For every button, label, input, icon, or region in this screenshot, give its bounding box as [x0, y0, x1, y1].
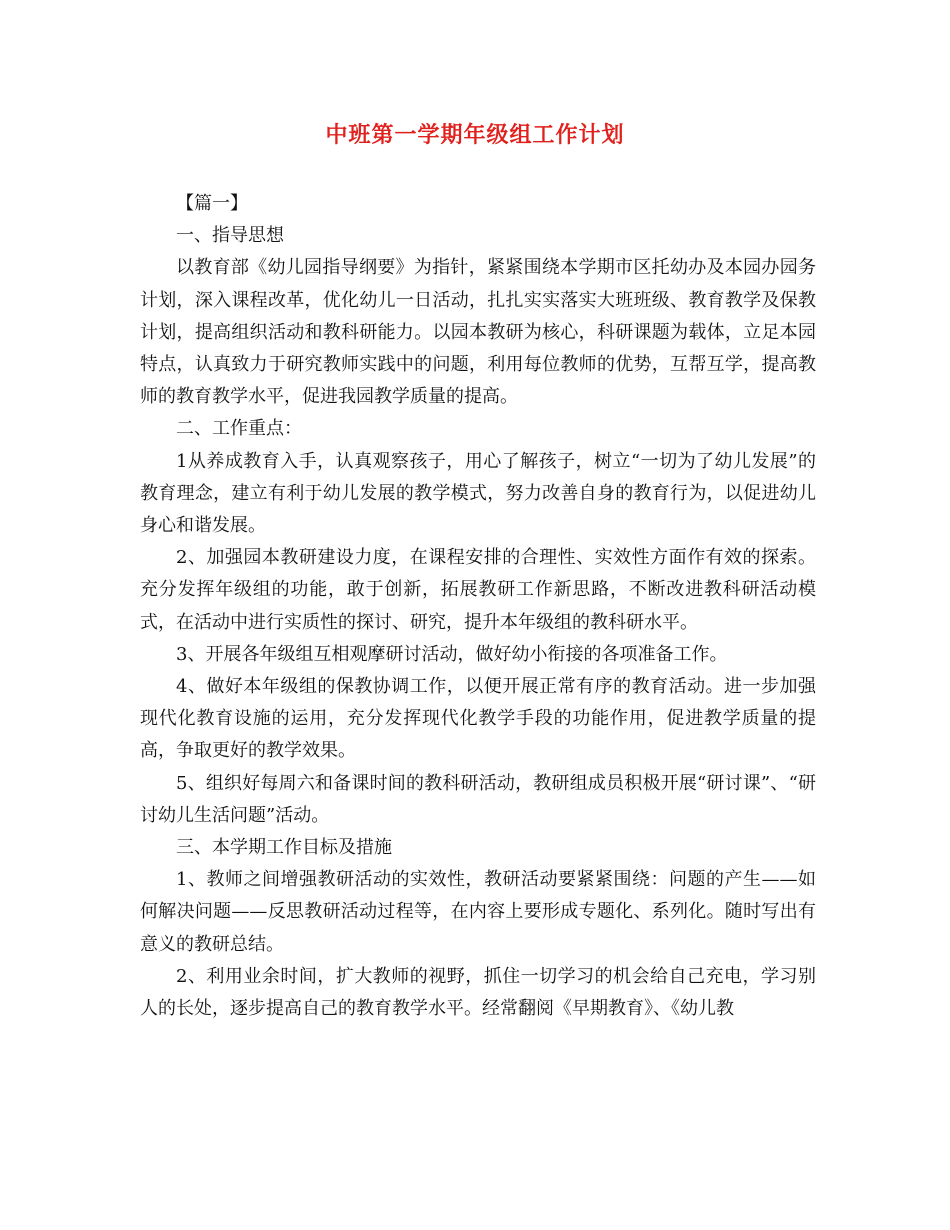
- section-tag: 【篇一】: [176, 193, 248, 214]
- document-title: 中班第一学期年级组工作计划: [325, 123, 625, 148]
- section-heading: 一、指导思想: [176, 225, 284, 247]
- paragraph: 3、开展各年级组互相观摩研讨活动，做好幼小衔接的各项准备工作。: [176, 643, 728, 665]
- section-heading: 三、本学期工作目标及措施: [176, 837, 392, 859]
- section-heading: 二、工作重点：: [176, 418, 302, 440]
- paragraph: 5、组织好每周六和备课时间的教科研活动，教研组成员积极开展“研讨课”、“研讨幼儿生活问题”活动。: [140, 772, 816, 826]
- paragraph: 4、做好本年级组的保教协调工作，以便开展正常有序的教育活动。进一步加强现代化教育设施的运用，充分发挥现代化教学手段的功能作用，促进教学质量的提高，争取更好的教学效果。: [140, 676, 816, 762]
- paragraph: 2、利用业余时间，扩大教师的视野，抓住一切学习的机会给自己充电，学习别人的长处，逐步提高自己的教育教学水平。经常翻阅《早期教育》、《幼儿教: [140, 965, 816, 1020]
- paragraph: 2、加强园本教研建设力度，在课程安排的合理性、实效性方面作有效的探索。充分发挥年级组的功能，敢于创新，拓展教研工作新思路，不断改进教科研活动模式，在活动中进行实质性的探讨、研究，提升本年级组的教科研水平。: [140, 547, 816, 633]
- paragraph: 1、教师之间增强教研活动的实效性，教研活动要紧紧围绕：问题的产生——如何解决问题——反思教研活动过程等，在内容上要形成专题化、系列化。随时写出有意义的教研总结。: [140, 869, 816, 955]
- paragraph: 以教育部《幼儿园指导纲要》为指针，紧紧围绕本学期市区托幼办及本园办园务计划，深入课程改革，优化幼儿一日活动，扎扎实实落实大班班级、教育教学及保教计划，提高组织活动和教科研能力。以园本教研为核心，科研课题为载体，立足本园特点，认真致力于研究教师实践中的问题，利用每位教师的优势，互帮互学，提高教师的教育教学水平，促进我园教学质量的提高。: [140, 257, 816, 408]
- document-body: [140, 188, 816, 1025]
- paragraph: 1从养成教育入手，认真观察孩子，用心了解孩子，树立“一切为了幼儿发展”的教育理念，建立有利于幼儿发展的教学模式，努力改善自身的教育行为，以促进幼儿身心和谐发展。: [140, 450, 816, 537]
